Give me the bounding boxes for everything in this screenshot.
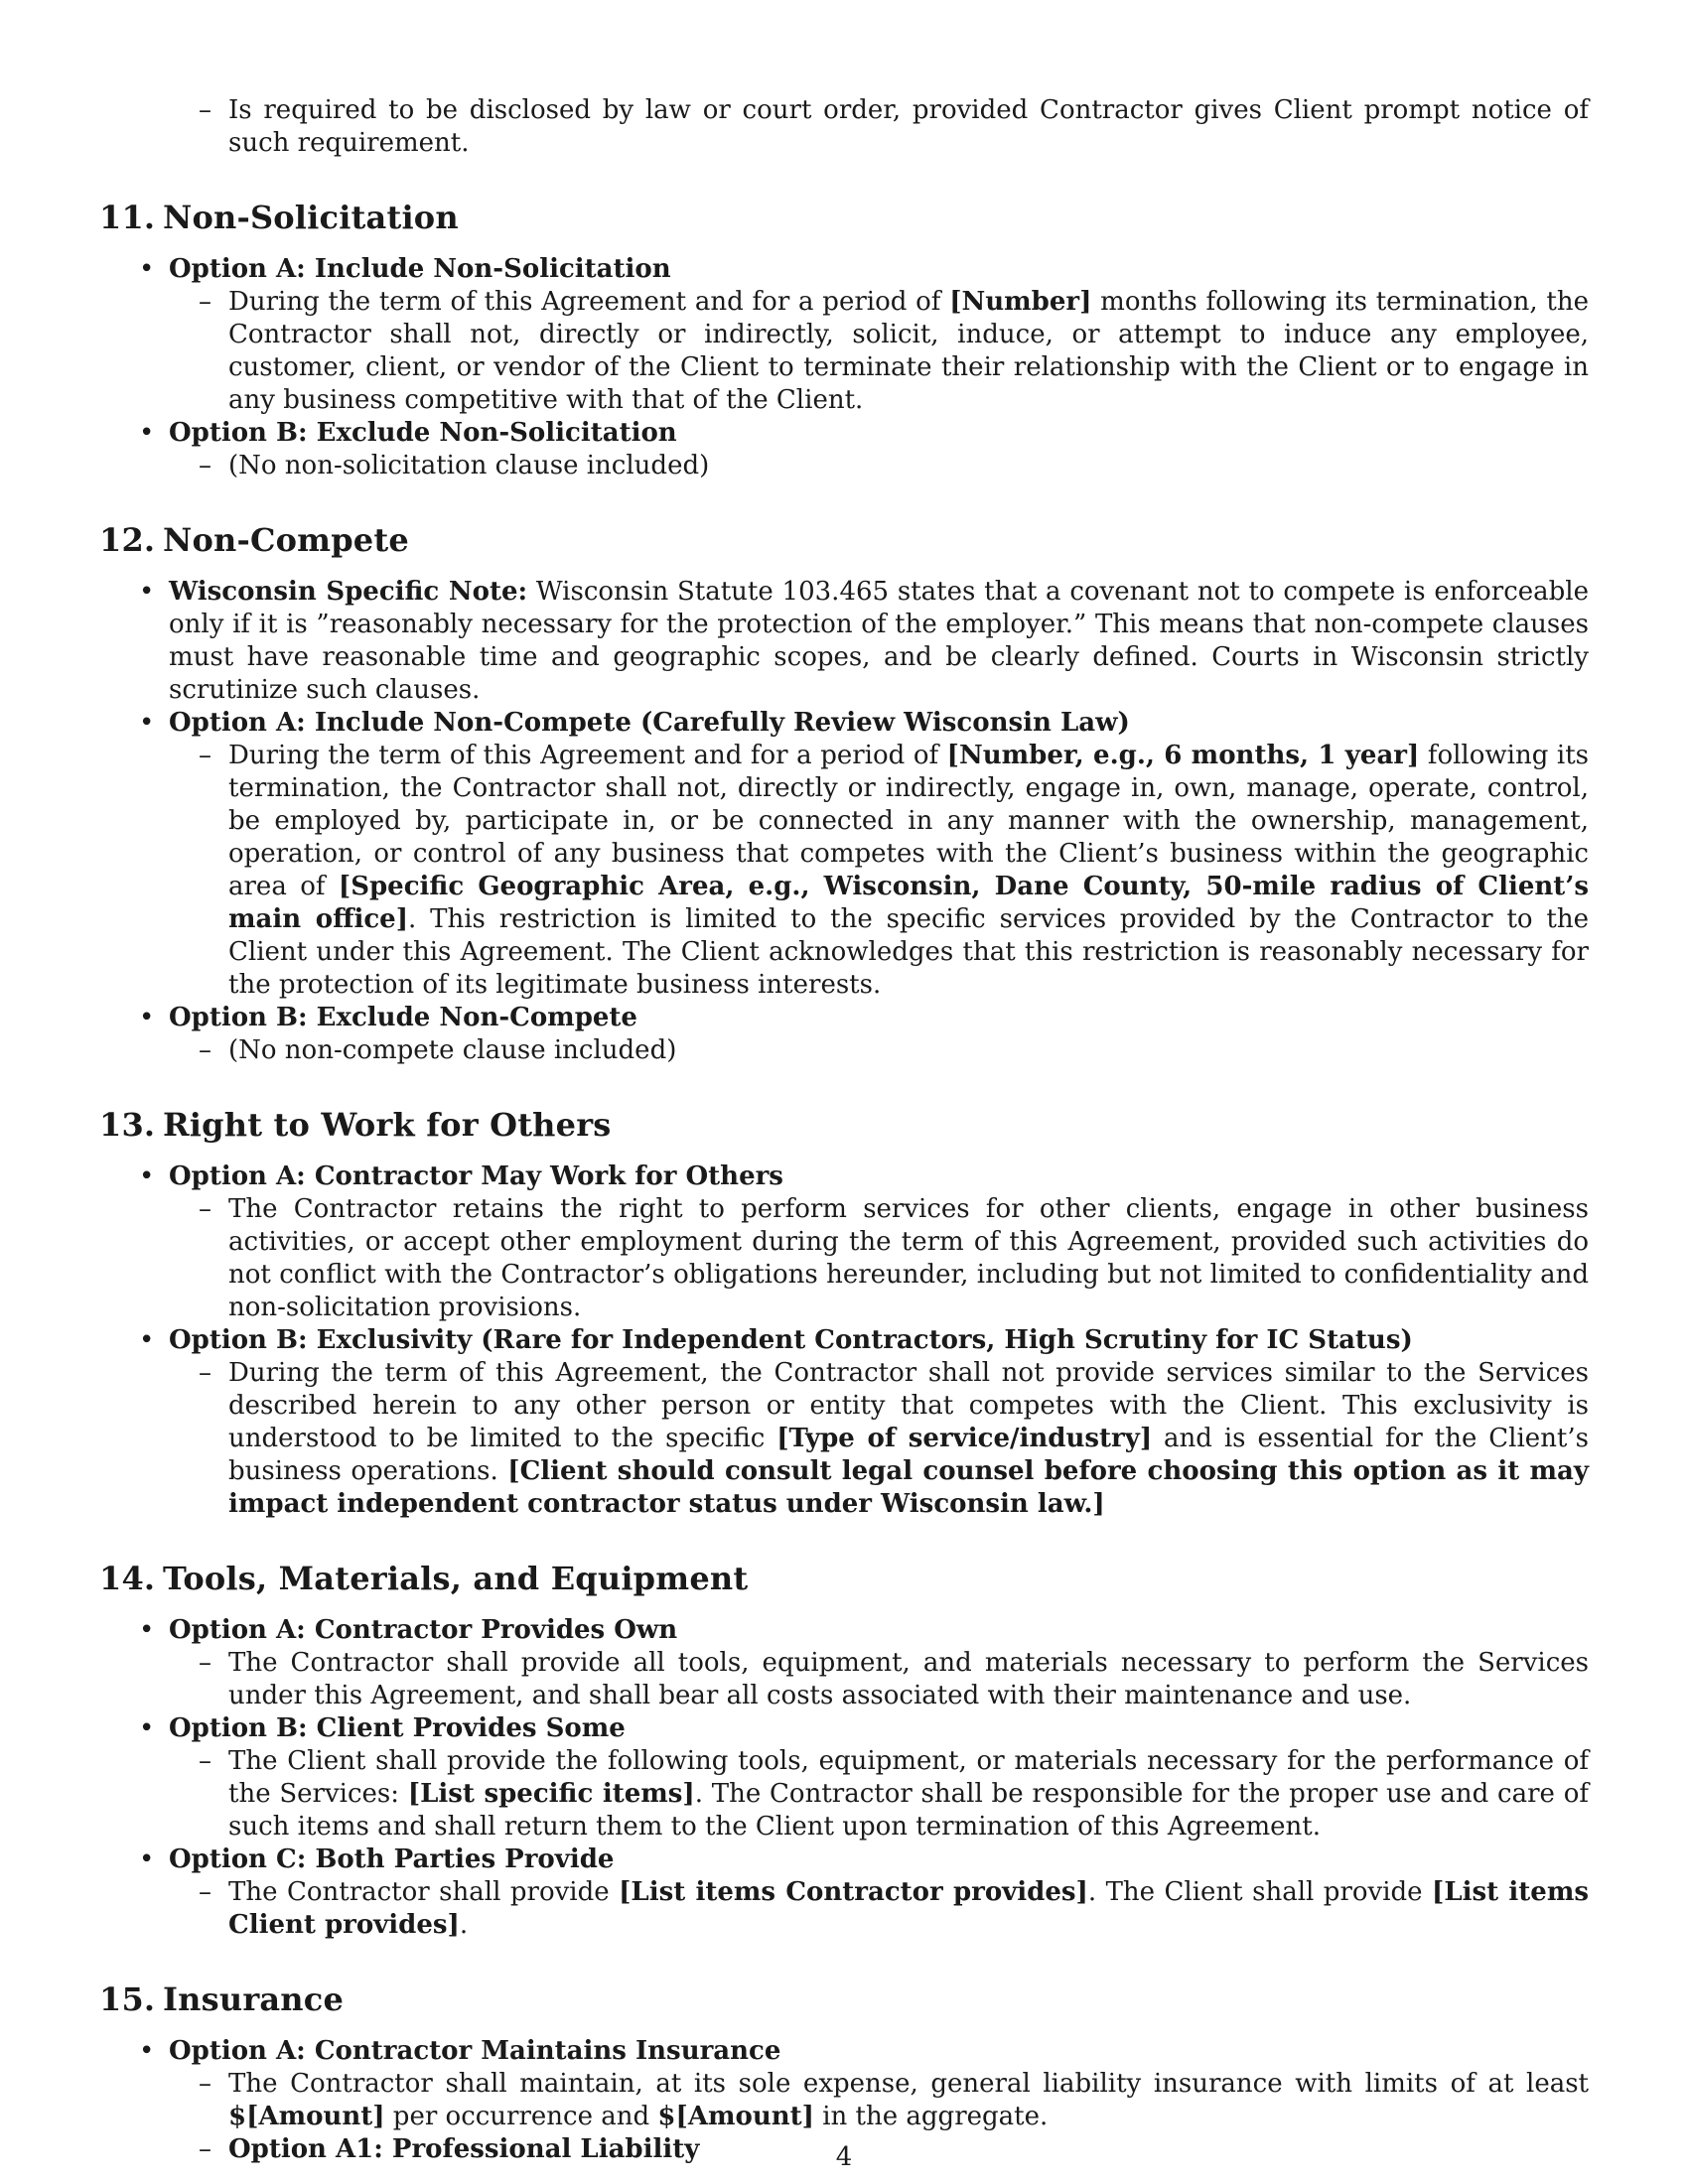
section-number: 11. xyxy=(99,199,156,236)
placeholder: [List items Contractor provides] xyxy=(619,1877,1088,1907)
clause-text: months following its termination, the Contractor shall not, directly or indirectly, solicit, induce, or attempt to induce any employee, customer, client, or vendor of the Client to terminate their relationship with the Client or to engage in any business competitive with that of the Client. xyxy=(228,287,1589,415)
section-title: Non-Compete xyxy=(163,521,409,559)
section-number: 12. xyxy=(99,521,156,559)
note-text: Wisconsin Statute 103.465 states that a covenant not to compete is enforceable only if it is ”reasonably necessary for the protection of the employer.” This means that non-compete clauses must have reasonable time and geographic scopes, and be clearly defined. Courts in Wisconsin strictly scrutinize such clauses. xyxy=(169,577,1589,705)
placeholder: [Type of service/industry] xyxy=(776,1424,1153,1453)
section-12 xyxy=(99,520,1589,1067)
clause-text: During the term of this Agreement and for a period of xyxy=(228,741,947,770)
clause-text: The Contractor shall provide xyxy=(228,1877,620,1907)
clause-text: . The Client shall provide xyxy=(1087,1877,1433,1907)
option-b-text xyxy=(228,1745,1589,1843)
clause-text: . The Contractor shall be responsible for the proper use and care of such items and shall return them to the Client upon termination of this Agreement. xyxy=(228,1779,1589,1842)
option-label: Option A: Contractor May Work for Others xyxy=(169,1161,783,1191)
option-label: Option B: Client Provides Some xyxy=(169,1713,626,1743)
option-c-text xyxy=(228,1876,1589,1942)
section-title: Tools, Materials, and Equipment xyxy=(163,1560,749,1597)
option-label: Option B: Exclusivity (Rare for Independent Contractors, High Scrutiny for IC Status) xyxy=(169,1325,1413,1355)
placeholder: [Number, e.g., 6 months, 1 year] xyxy=(946,741,1420,770)
option-b-text xyxy=(228,1357,1589,1521)
option-b xyxy=(169,417,1589,450)
placeholder: [Specific Geographic Area, e.g., Wisconsin, Dane County, 50-mile radius of Client’s main office] xyxy=(228,872,1590,934)
option-a xyxy=(169,1614,1589,1647)
section-title: Non-Solicitation xyxy=(163,199,459,236)
option-b xyxy=(169,1712,1589,1745)
section-title: Right to Work for Others xyxy=(163,1106,612,1144)
section-13 xyxy=(99,1105,1589,1521)
option-a-text xyxy=(228,2068,1589,2133)
section-number: 15. xyxy=(99,1980,156,2018)
section-number: 14. xyxy=(99,1560,156,1597)
option-a-text xyxy=(228,740,1589,1002)
option-label: Option B: Exclude Non-Solicitation xyxy=(169,418,677,448)
placeholder: [Number] xyxy=(949,287,1092,317)
option-b-text xyxy=(228,1034,1589,1067)
page-number: 4 xyxy=(835,2142,853,2172)
placeholder: [Client should consult legal counsel before choosing this option as it may impact independent contractor status under Wisconsin law.] xyxy=(228,1456,1589,1519)
option-a xyxy=(169,253,1589,286)
section-14 xyxy=(99,1559,1589,1942)
option-label: Option A: Contractor Provides Own xyxy=(169,1615,678,1645)
clause-text: per occurrence and xyxy=(384,2102,658,2131)
option-a-text xyxy=(228,1193,1589,1324)
clause-text: During the term of this Agreement, the Contractor shall not provide services similar to the Services described herein to any other person or entity that competes with the Client. This exclusivity is understood to be limited to the specific xyxy=(228,1358,1589,1453)
option-label: Option B: Exclude Non-Compete xyxy=(169,1003,637,1032)
intro-text: Is required to be disclosed by law or court order, provided Contractor gives Client prompt notice of such requirement. xyxy=(228,95,1589,158)
placeholder: $[Amount] xyxy=(657,2102,814,2131)
option-label: Option A: Contractor Maintains Insurance xyxy=(169,2036,781,2066)
section-heading xyxy=(99,1979,1589,2019)
placeholder: $[Amount] xyxy=(228,2102,385,2131)
intro-list-item xyxy=(228,94,1589,160)
section-heading xyxy=(99,1559,1589,1598)
option-b xyxy=(169,1002,1589,1034)
section-title: Insurance xyxy=(163,1980,345,2018)
option-b-text xyxy=(228,450,1589,482)
section-heading xyxy=(99,520,1589,560)
option-label: Option C: Both Parties Provide xyxy=(169,1844,615,1874)
wisconsin-note xyxy=(169,576,1589,707)
section-15 xyxy=(99,1979,1589,2166)
clause-text: and is essential for the Client’s business operations. xyxy=(228,1424,1589,1486)
note-label: Wisconsin Specific Note: xyxy=(169,577,528,607)
option-c xyxy=(169,1843,1589,1876)
placeholder: [List items Client provides] xyxy=(228,1877,1589,1940)
option-a-text xyxy=(228,286,1589,417)
clause-text: The Contractor shall provide all tools, equipment, and materials necessary to perform the Services under this Agreement, and shall bear all costs associated with their maintenance and use. xyxy=(228,1648,1589,1710)
option-label: Option A: Include Non-Solicitation xyxy=(169,254,671,284)
clause-text: following its termination, the Contractor shall not, directly or indirectly, engage in, own, manage, operate, control, be employed by, participate in, or be connected in any manner with the ownership, management, operation, or control of any business that competes with the Client’s business within the geographic area of xyxy=(228,741,1590,901)
placeholder: [List specific items] xyxy=(407,1779,695,1809)
section-number: 13. xyxy=(99,1106,156,1144)
section-heading xyxy=(99,198,1589,237)
clause-text: The Contractor shall maintain, at its sole expense, general liability insurance with limits of at least xyxy=(228,2069,1589,2099)
clause-text: . This restriction is limited to the specific services provided by the Contractor to the Client under this Agreement. The Client acknowledges that this restriction is reasonably necessary for the protection of its legitimate business interests. xyxy=(228,904,1589,1000)
option-label: Option A1: Professional Liability xyxy=(228,2134,700,2164)
option-a xyxy=(169,1160,1589,1193)
clause-text: The Contractor retains the right to perform services for other clients, engage in other business activities, or accept other employment during the term of this Agreement, provided such activities do not conflict with the Contractor’s obligations hereunder, including but not limited to confidentiality and non-solicitation provisions. xyxy=(228,1194,1589,1322)
clause-text: (No non-compete clause included) xyxy=(228,1035,677,1065)
clause-text: in the aggregate. xyxy=(813,2102,1049,2131)
document-page xyxy=(99,94,1589,2166)
clause-text: The Client shall provide the following tools, equipment, or materials necessary for the performance of the Services: xyxy=(228,1746,1589,1809)
clause-text: During the term of this Agreement and for a period of xyxy=(228,287,950,317)
option-a xyxy=(169,2035,1589,2068)
option-a xyxy=(169,707,1589,740)
section-heading xyxy=(99,1105,1589,1145)
option-a-text xyxy=(228,1647,1589,1712)
clause-text: (No non-solicitation clause included) xyxy=(228,451,710,480)
section-11 xyxy=(99,198,1589,482)
option-b xyxy=(169,1324,1589,1357)
option-label: Option A: Include Non-Compete (Carefully Review Wisconsin Law) xyxy=(169,708,1130,738)
clause-text: . xyxy=(459,1910,469,1940)
